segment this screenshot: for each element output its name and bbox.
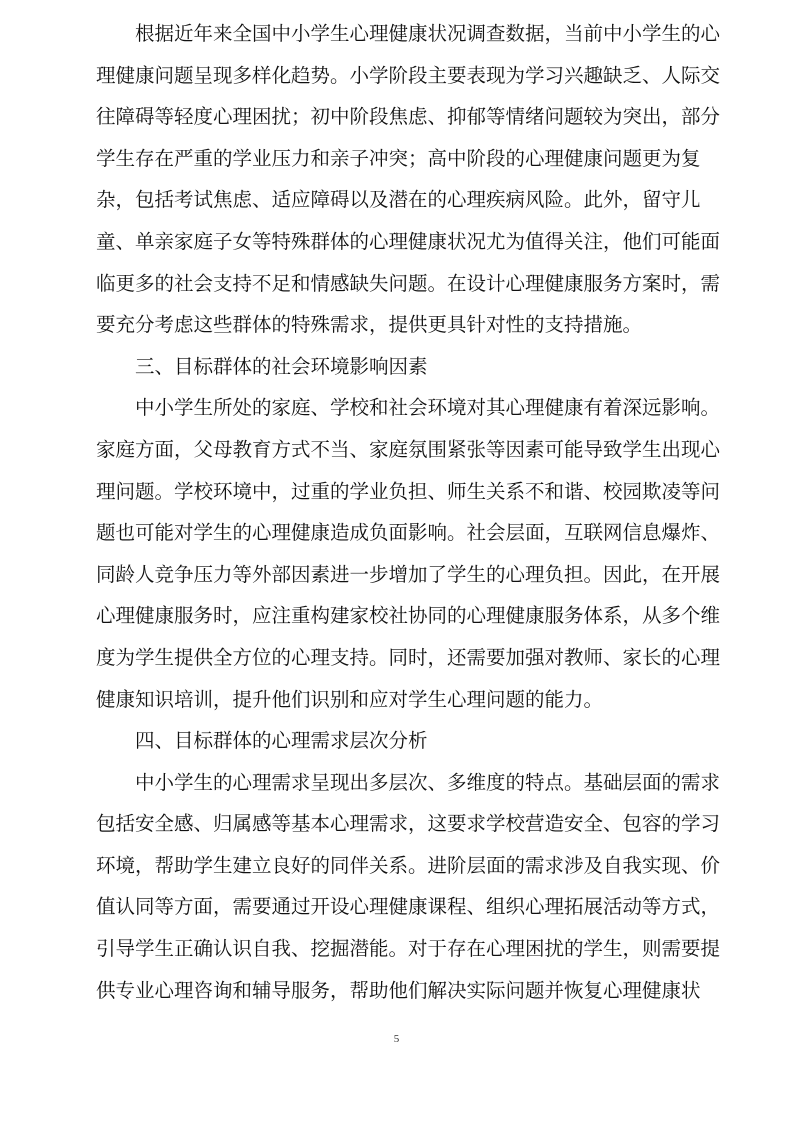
text-line: 健康知识培训，提升他们识别和应对学生心理问题的能力。 (96, 687, 604, 711)
text-line: 家庭方面，父母教育方式不当、家庭氛围紧张等因素可能导致学生出现心 (96, 437, 721, 461)
heading-text: 四、目标群体的心理需求层次分析 (135, 729, 428, 753)
page-number: 5 (393, 1033, 400, 1045)
text-line: 值认同等方面，需要通过开设心理健康课程、组织心理拓展活动等方式， (96, 895, 721, 919)
text-line: 杂，包括考试焦虑、适应障碍以及潜在的心理疾病风险。此外，留守儿 (96, 188, 701, 212)
text-line: 学生存在严重的学业压力和亲子冲突；高中阶段的心理健康问题更为复 (96, 146, 701, 170)
text-line: 往障碍等轻度心理困扰；初中阶段焦虑、抑郁等情绪问题较为突出，部分 (96, 105, 721, 129)
text-line: 同龄人竞争压力等外部因素进一步增加了学生的心理负担。因此，在开展 (96, 562, 721, 586)
text-line: 度为学生提供全方位的心理支持。同时，还需要加强对教师、家长的心理 (96, 645, 721, 669)
text-line: 包括安全感、归属感等基本心理需求，这要求学校营造安全、包容的学习 (96, 812, 721, 836)
text-line: 心理健康服务时，应注重构建家校社协同的心理健康服务体系，从多个维 (96, 604, 721, 628)
heading-text: 三、目标群体的社会环境影响因素 (135, 354, 428, 378)
text-line: 理健康问题呈现多样化趋势。小学阶段主要表现为学习兴趣缺乏、人际交 (96, 63, 721, 87)
text-line: 题也可能对学生的心理健康造成负面影响。社会层面，互联网信息爆炸、 (96, 521, 721, 545)
text-line: 中小学生所处的家庭、学校和社会环境对其心理健康有着深远影响。 (135, 396, 721, 420)
text-line: 中小学生的心理需求呈现出多层次、多维度的特点。基础层面的需求 (135, 770, 721, 794)
text-line: 要充分考虑这些群体的特殊需求，提供更具针对性的支持措施。 (96, 313, 643, 337)
paragraph-psychological-needs-levels (96, 762, 721, 1012)
section-heading-social-environment (96, 346, 696, 388)
paragraph-social-environment-factors (96, 387, 721, 720)
text-line: 童、单亲家庭子女等特殊群体的心理健康状况尤为值得关注，他们可能面 (96, 229, 721, 253)
paragraph-student-mental-health-status (96, 13, 721, 346)
text-line: 环境，帮助学生建立良好的同伴关系。进阶层面的需求涉及自我实现、价 (96, 853, 721, 877)
document-page (96, 13, 721, 1011)
text-line: 临更多的社会支持不足和情感缺失问题。在设计心理健康服务方案时，需 (96, 271, 721, 295)
section-heading-psychological-needs (96, 720, 696, 762)
text-line: 根据近年来全国中小学生心理健康状况调查数据，当前中小学生的心 (135, 22, 721, 45)
text-line: 供专业心理咨询和辅导服务，帮助他们解决实际问题并恢复心理健康状 (96, 978, 701, 1002)
text-line: 引导学生正确认识自我、挖掘潜能。对于存在心理困扰的学生，则需要提 (96, 937, 721, 961)
text-line: 理问题。学校环境中，过重的学业负担、师生关系不和谐、校园欺凌等问 (96, 479, 721, 503)
